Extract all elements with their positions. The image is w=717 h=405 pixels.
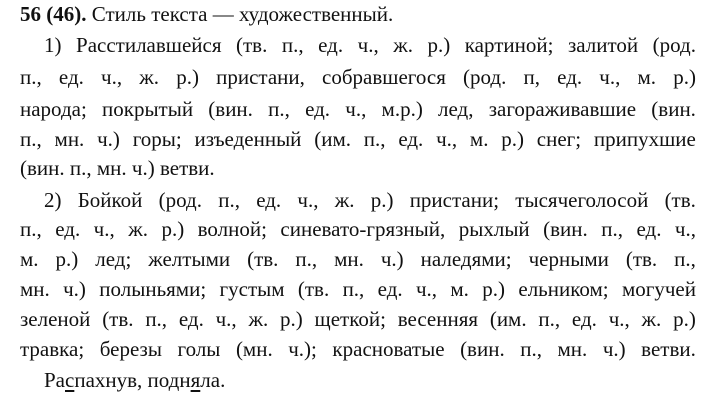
word: ч.,: [608, 307, 630, 331]
word: 1): [44, 33, 62, 57]
word: наледями;: [420, 247, 512, 271]
word: ельником;: [518, 277, 609, 301]
closing-line: [44, 366, 717, 394]
word: мн.: [334, 247, 364, 271]
word: ж.: [248, 307, 269, 331]
word: ч.,: [215, 307, 237, 331]
word: синевато-грязный,: [280, 217, 446, 241]
word: (вин.: [651, 97, 696, 121]
word: р.): [673, 307, 696, 331]
word: р.): [176, 65, 199, 89]
word: (тв.: [625, 247, 658, 271]
word: ед.: [305, 97, 331, 121]
word: (род.: [463, 65, 507, 89]
word: пристани;: [409, 188, 500, 212]
underlined-letter: с: [65, 368, 75, 392]
word: ч.,: [599, 65, 621, 89]
word: ветви.: [641, 337, 696, 361]
word: картиной;: [464, 33, 554, 57]
word: р.): [482, 277, 506, 301]
word: снег;: [536, 127, 582, 151]
word: ч.): [380, 247, 404, 271]
word: Расстилавшейся: [76, 33, 222, 57]
word: волной;: [197, 217, 267, 241]
word: п.,: [145, 307, 168, 331]
word: мн.: [557, 337, 588, 361]
word: м.р.): [381, 97, 423, 121]
word: р.): [501, 127, 524, 151]
word: п.,: [218, 188, 240, 212]
word: мн.: [54, 127, 85, 151]
word: р.): [370, 188, 394, 212]
word: ж.: [334, 188, 355, 212]
word: тысячеголосой: [515, 188, 649, 212]
word: загораживавшие: [488, 97, 637, 121]
word: п.,: [601, 217, 623, 241]
word: лед;: [95, 247, 132, 271]
exercise-number: 56 (46).: [20, 2, 87, 26]
word: (тв.: [664, 188, 696, 212]
exercise-title: Стиль текста — художественный.: [91, 2, 394, 26]
word: 2): [44, 188, 62, 212]
word: п.,: [295, 247, 318, 271]
word: (тв.: [247, 247, 279, 271]
word: (вин.: [460, 337, 505, 361]
word: (род.: [652, 33, 696, 57]
word: п.,: [363, 127, 386, 151]
word-raspakhnuv: Распахнув,: [44, 368, 143, 392]
word: п,: [523, 65, 540, 89]
word: ед.: [318, 33, 344, 57]
word: ед.: [377, 277, 403, 301]
paragraph-2-line-1: [44, 186, 696, 214]
word: залитой: [567, 33, 639, 57]
word: ч.,: [674, 217, 696, 241]
word: п.,: [281, 33, 304, 57]
word: ч.): [63, 277, 86, 301]
word: ч.,: [345, 97, 367, 121]
word: ед.: [256, 188, 282, 212]
underlined-letter: я: [190, 368, 201, 392]
word: ед.: [571, 307, 597, 331]
paragraph-2-line-2: [20, 215, 696, 243]
word: ч.): [602, 337, 626, 361]
word: п.,: [520, 337, 542, 361]
word: припухшие: [593, 127, 696, 151]
word: п.,: [20, 127, 42, 151]
word: ед.: [636, 217, 662, 241]
word: ч.);: [288, 337, 317, 361]
word: березы: [99, 337, 162, 361]
paragraph-2-line-5: [20, 305, 696, 333]
word: народа;: [20, 97, 87, 121]
word: ж.: [128, 217, 148, 241]
word: лед,: [438, 97, 474, 121]
word: собравшегося: [322, 65, 446, 89]
word: ж.: [641, 307, 662, 331]
word: (им.: [314, 127, 351, 151]
paragraph-2-line-4: [20, 275, 696, 303]
word: травка;: [20, 337, 85, 361]
word: изъеденный: [194, 127, 302, 151]
word: ч.,: [357, 33, 379, 57]
paragraph-1-line-3: [20, 95, 696, 123]
word: весенняя: [397, 307, 479, 331]
word: (вин.: [543, 217, 588, 241]
paragraph-2-line-3: [20, 245, 696, 273]
word: (тв.: [236, 33, 268, 57]
word: полыньями;: [99, 277, 207, 301]
word: п.,: [342, 277, 365, 301]
word: ч.): [97, 127, 120, 151]
paragraph-2-line-6: [20, 335, 696, 363]
word: п.,: [20, 217, 42, 241]
word: ед.: [557, 65, 583, 89]
word: голы: [177, 337, 221, 361]
word: Бойкой: [77, 188, 143, 212]
word: ч.,: [415, 277, 438, 301]
word: п.,: [20, 65, 42, 89]
word: покрытый: [102, 97, 194, 121]
word: красноватые: [332, 337, 445, 361]
word: р.): [673, 65, 696, 89]
word: ед.: [55, 217, 81, 241]
paragraph-1-line-2: [20, 63, 696, 91]
paragraph-1-line-1: [44, 31, 696, 59]
word: р.): [427, 33, 451, 57]
paragraph-1-line-4: [20, 125, 696, 153]
word: щеткой;: [314, 307, 386, 331]
word: желтыми: [148, 247, 231, 271]
word: ч.,: [93, 217, 115, 241]
word: ед.: [398, 127, 424, 151]
word: п.,: [538, 307, 561, 331]
word: могучей: [621, 277, 696, 301]
word: (род.: [158, 188, 202, 212]
word: р.): [161, 217, 185, 241]
word: мн.: [20, 277, 50, 301]
word: п.,: [674, 247, 696, 271]
word: ж.: [393, 33, 413, 57]
word: м.: [450, 277, 469, 301]
word-podnyala: подняла.: [147, 368, 226, 392]
word: п.,: [268, 97, 290, 121]
word: густым: [219, 277, 285, 301]
word: м.: [469, 127, 489, 151]
word: рыхлый: [458, 217, 530, 241]
word: р.): [55, 247, 79, 271]
word: ед.: [58, 65, 84, 89]
word: ж.: [139, 65, 160, 89]
word: ед.: [178, 307, 204, 331]
word: (тв.: [297, 277, 330, 301]
word: (мн.: [235, 337, 273, 361]
word: ч.,: [101, 65, 123, 89]
word: (тв.: [102, 307, 134, 331]
word: м.: [637, 65, 657, 89]
word: ч.,: [436, 127, 458, 151]
word: ч.,: [297, 188, 319, 212]
exercise-heading: [20, 0, 696, 28]
word: черными: [528, 247, 609, 271]
word: горы;: [132, 127, 182, 151]
word: (вин.: [208, 97, 253, 121]
word: м.: [20, 247, 39, 271]
word: пристани,: [216, 65, 305, 89]
paragraph-1-line-5: (вин. п., мн. ч.) ветви.: [20, 156, 215, 180]
word: (им.: [489, 307, 527, 331]
word: зеленой: [20, 307, 91, 331]
word: р.): [280, 307, 303, 331]
